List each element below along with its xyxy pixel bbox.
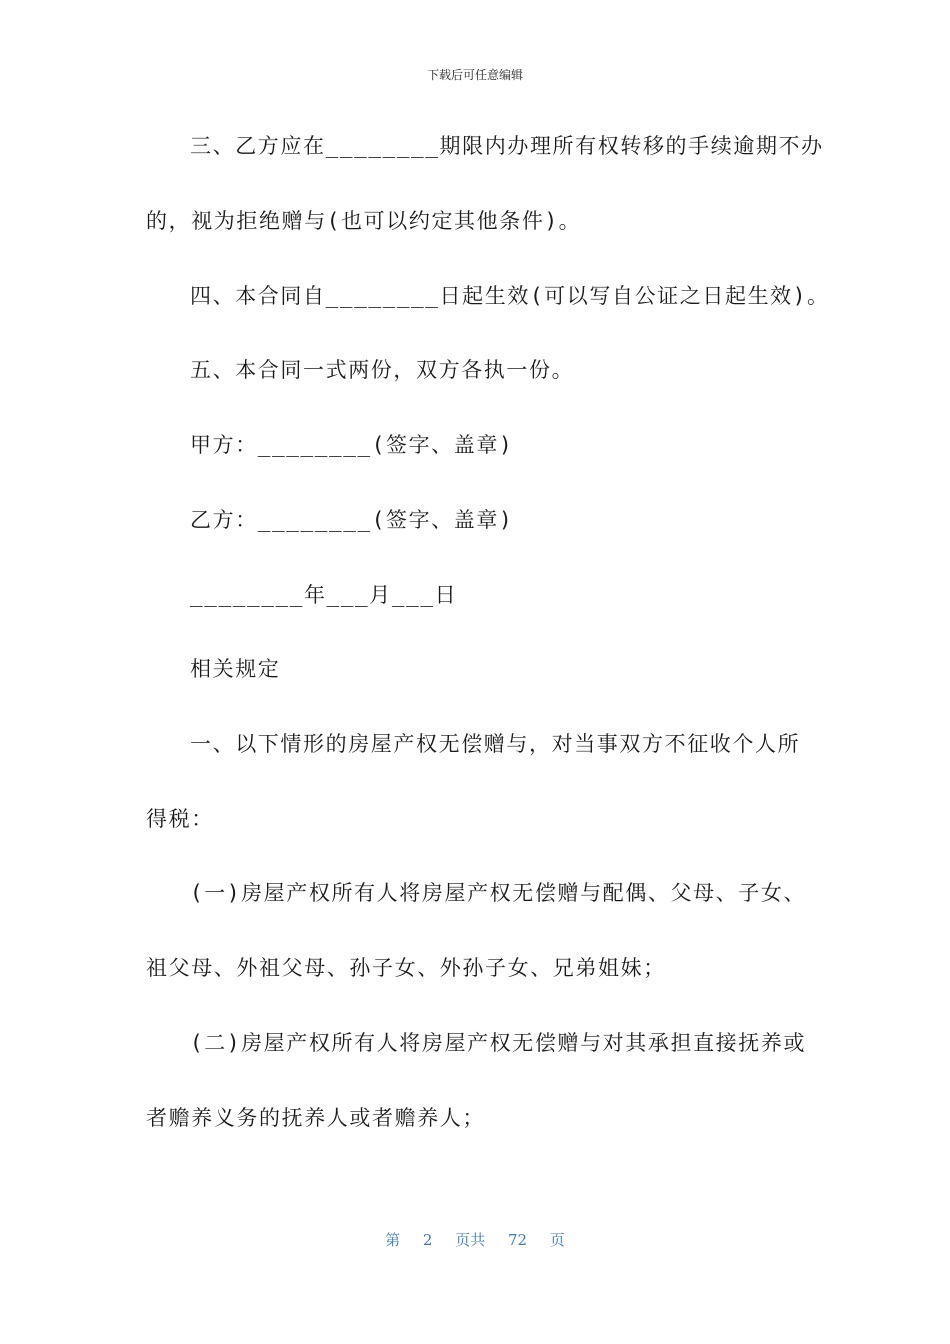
paragraph-line: (一)房屋产权所有人将房屋产权无偿赠与配偶、父母、子女、: [190, 881, 807, 905]
paragraph-line: 得税：: [146, 807, 214, 831]
paragraph-line: 四、本合同自________日起生效(可以写自公证之日起生效)。: [190, 284, 830, 308]
footer-prefix: 第: [385, 1231, 401, 1249]
section-heading: 相关规定: [190, 657, 281, 681]
footer-total-pages: 72: [508, 1231, 528, 1249]
paragraph-line: (二)房屋产权所有人将房屋产权无偿赠与对其承担直接抚养或: [190, 1031, 807, 1055]
page-header: 下载后可任意编辑: [426, 68, 523, 82]
footer-mid: 页共: [455, 1231, 486, 1249]
date-line: ________年___月___日: [190, 583, 458, 607]
footer-page-number: 2: [422, 1231, 433, 1249]
footer-suffix: 页: [549, 1231, 565, 1249]
page-footer: [0, 1229, 950, 1250]
paragraph-line: 者赡养义务的抚养人或者赡养人；: [146, 1106, 485, 1130]
paragraph-line: 祖父母、外祖父母、孙子女、外孙子女、兄弟姐妹；: [146, 956, 666, 980]
signature-line-party-a: 甲方：________(签字、盖章): [190, 433, 514, 457]
paragraph-line: 一、以下情形的房屋产权无偿赠与，对当事双方不征收个人所: [190, 732, 801, 756]
paragraph-line: 五、本合同一式两份，双方各执一份。: [190, 358, 575, 382]
paragraph-line: 的，视为拒绝赠与(也可以约定其他条件)。: [146, 209, 582, 233]
paragraph-line: 三、乙方应在________期限内办理所有权转移的手续逾期不办: [190, 134, 824, 158]
signature-line-party-b: 乙方：________(签字、盖章): [190, 508, 514, 532]
